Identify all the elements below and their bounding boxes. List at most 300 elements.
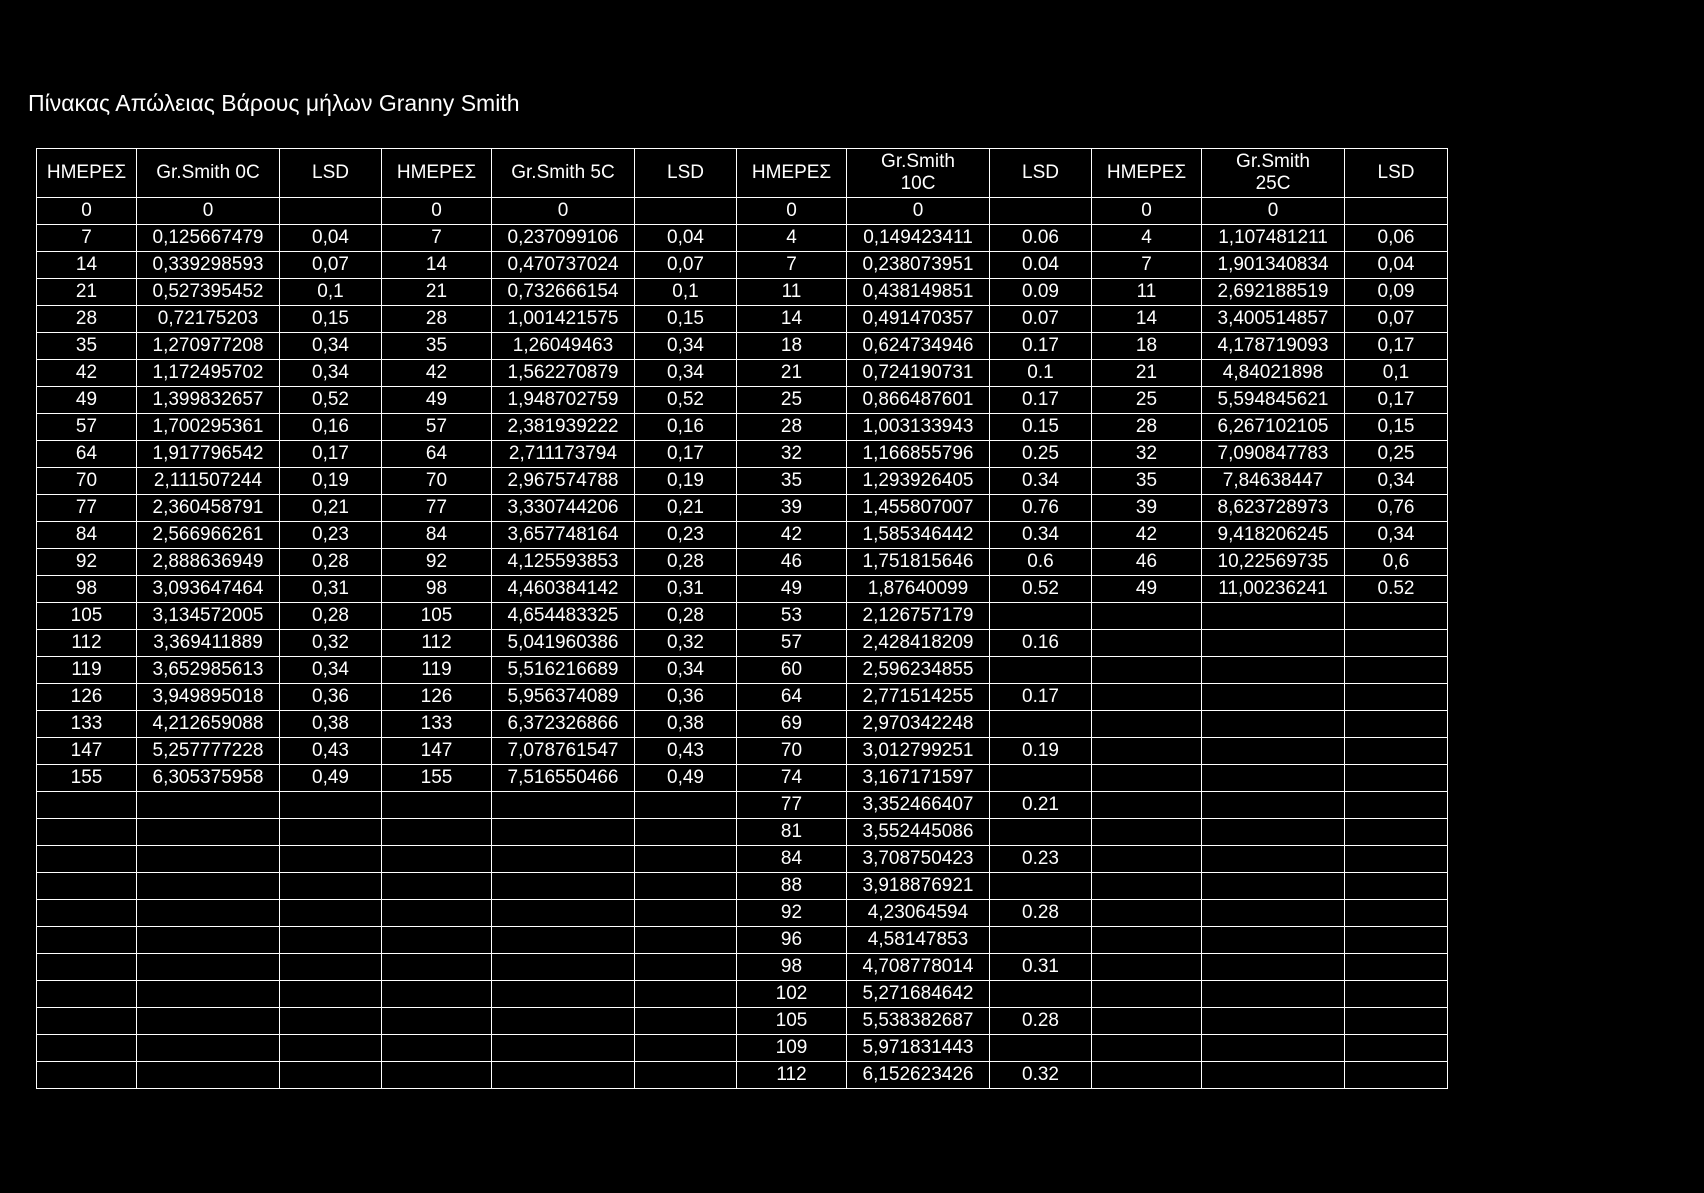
cell-days-5c: [382, 792, 492, 819]
cell-days-10c: 46: [737, 549, 847, 576]
table-row: [37, 1062, 1448, 1089]
cell-lsd-5c: 0,28: [635, 603, 737, 630]
cell-lsd-5c: 0,34: [635, 333, 737, 360]
cell-lsd-25c: [1345, 711, 1448, 738]
cell-lsd-10c: 0.21: [990, 792, 1092, 819]
table-row: [37, 603, 1448, 630]
cell-days-10c: 25: [737, 387, 847, 414]
cell-lsd-10c: 0.06: [990, 225, 1092, 252]
cell-days-25c: 18: [1092, 333, 1202, 360]
cell-days-5c: 112: [382, 630, 492, 657]
cell-lsd-25c: [1345, 927, 1448, 954]
cell-lsd-25c: 0,15: [1345, 414, 1448, 441]
cell-grsmith-0c: [137, 819, 280, 846]
cell-days-10c: 102: [737, 981, 847, 1008]
cell-days-5c: 92: [382, 549, 492, 576]
table-row: [37, 900, 1448, 927]
cell-days-5c: 7: [382, 225, 492, 252]
cell-grsmith-5c: [492, 927, 635, 954]
table-row: [37, 468, 1448, 495]
table-row: [37, 954, 1448, 981]
table-row: [37, 549, 1448, 576]
cell-grsmith-0c: 3,369411889: [137, 630, 280, 657]
cell-grsmith-25c: [1202, 1008, 1345, 1035]
cell-days-10c: 96: [737, 927, 847, 954]
header-label: Gr.Smith 10C: [881, 151, 955, 194]
cell-grsmith-5c: 5,956374089: [492, 684, 635, 711]
cell-days-0c: 42: [37, 360, 137, 387]
cell-days-5c: 105: [382, 603, 492, 630]
cell-grsmith-10c: 3,352466407: [847, 792, 990, 819]
cell-lsd-10c: [990, 603, 1092, 630]
header-lsd-5c: [635, 149, 737, 198]
header-grsmith-0c: [137, 149, 280, 198]
cell-days-25c: 28: [1092, 414, 1202, 441]
cell-lsd-10c: [990, 198, 1092, 225]
cell-days-0c: 105: [37, 603, 137, 630]
cell-lsd-5c: 0,36: [635, 684, 737, 711]
cell-days-5c: 35: [382, 333, 492, 360]
cell-grsmith-25c: [1202, 900, 1345, 927]
cell-lsd-10c: 0.17: [990, 684, 1092, 711]
cell-days-5c: 21: [382, 279, 492, 306]
cell-days-10c: 39: [737, 495, 847, 522]
cell-grsmith-10c: 1,003133943: [847, 414, 990, 441]
cell-lsd-10c: 0.6: [990, 549, 1092, 576]
cell-grsmith-10c: 1,293926405: [847, 468, 990, 495]
table-row: [37, 657, 1448, 684]
cell-days-5c: 119: [382, 657, 492, 684]
cell-days-0c: 77: [37, 495, 137, 522]
cell-grsmith-25c: 2,692188519: [1202, 279, 1345, 306]
cell-days-10c: 21: [737, 360, 847, 387]
cell-lsd-5c: [635, 954, 737, 981]
cell-lsd-0c: 0,23: [280, 522, 382, 549]
cell-grsmith-10c: 0: [847, 198, 990, 225]
cell-grsmith-25c: [1202, 603, 1345, 630]
cell-grsmith-25c: 1,901340834: [1202, 252, 1345, 279]
table-row: [37, 198, 1448, 225]
table-row: [37, 684, 1448, 711]
cell-days-0c: 21: [37, 279, 137, 306]
header-label: LSD: [667, 162, 704, 183]
cell-days-10c: 105: [737, 1008, 847, 1035]
cell-days-10c: 0: [737, 198, 847, 225]
header-days-5c: [382, 149, 492, 198]
table-row: [37, 819, 1448, 846]
cell-days-10c: 11: [737, 279, 847, 306]
cell-lsd-5c: [635, 1008, 737, 1035]
header-lsd-10c: [990, 149, 1092, 198]
cell-lsd-0c: [280, 873, 382, 900]
cell-lsd-25c: 0,09: [1345, 279, 1448, 306]
cell-days-10c: 112: [737, 1062, 847, 1089]
table-row: [37, 846, 1448, 873]
cell-days-25c: [1092, 738, 1202, 765]
header-label: ΗΜΕΡΕΣ: [751, 162, 832, 183]
cell-days-0c: [37, 846, 137, 873]
cell-days-5c: [382, 819, 492, 846]
cell-days-0c: 155: [37, 765, 137, 792]
cell-lsd-5c: [635, 198, 737, 225]
cell-grsmith-10c: 1,585346442: [847, 522, 990, 549]
cell-grsmith-0c: 4,212659088: [137, 711, 280, 738]
cell-lsd-25c: 0.52: [1345, 576, 1448, 603]
cell-days-10c: 64: [737, 684, 847, 711]
cell-lsd-5c: 0,52: [635, 387, 737, 414]
cell-days-5c: [382, 981, 492, 1008]
header-days-25c: [1092, 149, 1202, 198]
cell-days-25c: 49: [1092, 576, 1202, 603]
cell-days-10c: 14: [737, 306, 847, 333]
table-row: [37, 360, 1448, 387]
cell-lsd-0c: [280, 846, 382, 873]
cell-days-25c: [1092, 1062, 1202, 1089]
cell-days-5c: 57: [382, 414, 492, 441]
cell-grsmith-5c: 7,078761547: [492, 738, 635, 765]
cell-lsd-25c: [1345, 846, 1448, 873]
cell-days-0c: 98: [37, 576, 137, 603]
cell-lsd-25c: 0,06: [1345, 225, 1448, 252]
cell-days-10c: 4: [737, 225, 847, 252]
cell-days-0c: 7: [37, 225, 137, 252]
weight-loss-table: [36, 148, 1448, 1089]
cell-days-10c: 28: [737, 414, 847, 441]
cell-grsmith-5c: 0: [492, 198, 635, 225]
cell-lsd-5c: 0,21: [635, 495, 737, 522]
cell-grsmith-0c: 3,093647464: [137, 576, 280, 603]
cell-lsd-5c: [635, 927, 737, 954]
cell-grsmith-25c: [1202, 657, 1345, 684]
cell-lsd-25c: [1345, 792, 1448, 819]
cell-lsd-10c: 0.28: [990, 1008, 1092, 1035]
header-label: Gr.Smith 5C: [511, 162, 615, 183]
table-row: [37, 225, 1448, 252]
cell-days-25c: 4: [1092, 225, 1202, 252]
cell-lsd-5c: 0,15: [635, 306, 737, 333]
cell-days-5c: 28: [382, 306, 492, 333]
cell-grsmith-10c: 0,724190731: [847, 360, 990, 387]
cell-lsd-25c: [1345, 657, 1448, 684]
cell-grsmith-10c: 2,596234855: [847, 657, 990, 684]
cell-days-5c: 155: [382, 765, 492, 792]
cell-days-0c: 70: [37, 468, 137, 495]
cell-grsmith-0c: 2,566966261: [137, 522, 280, 549]
cell-grsmith-0c: 2,888636949: [137, 549, 280, 576]
cell-grsmith-25c: [1202, 765, 1345, 792]
cell-lsd-10c: [990, 981, 1092, 1008]
cell-lsd-10c: 0.31: [990, 954, 1092, 981]
cell-days-5c: [382, 846, 492, 873]
cell-days-0c: 35: [37, 333, 137, 360]
cell-grsmith-10c: 4,58147853: [847, 927, 990, 954]
cell-grsmith-0c: 0,339298593: [137, 252, 280, 279]
cell-grsmith-25c: [1202, 684, 1345, 711]
table-body: [37, 198, 1448, 1089]
cell-days-0c: [37, 1008, 137, 1035]
cell-grsmith-25c: [1202, 873, 1345, 900]
header-lsd-0c: [280, 149, 382, 198]
cell-days-5c: 77: [382, 495, 492, 522]
cell-grsmith-10c: 0,491470357: [847, 306, 990, 333]
cell-days-25c: 14: [1092, 306, 1202, 333]
cell-grsmith-25c: 10,22569735: [1202, 549, 1345, 576]
cell-lsd-5c: 0,49: [635, 765, 737, 792]
cell-lsd-25c: [1345, 198, 1448, 225]
header-row: [37, 149, 1448, 198]
cell-grsmith-10c: 5,971831443: [847, 1035, 990, 1062]
cell-days-0c: [37, 1035, 137, 1062]
cell-lsd-5c: 0,34: [635, 360, 737, 387]
cell-lsd-5c: 0,28: [635, 549, 737, 576]
cell-grsmith-5c: [492, 1062, 635, 1089]
cell-lsd-0c: [280, 981, 382, 1008]
cell-lsd-0c: 0,17: [280, 441, 382, 468]
cell-grsmith-25c: [1202, 711, 1345, 738]
cell-grsmith-10c: 0,866487601: [847, 387, 990, 414]
cell-days-0c: [37, 900, 137, 927]
cell-days-5c: [382, 900, 492, 927]
header-label: Gr.Smith 0C: [156, 162, 260, 183]
cell-days-10c: 7: [737, 252, 847, 279]
cell-lsd-10c: [990, 1035, 1092, 1062]
cell-lsd-0c: 0,04: [280, 225, 382, 252]
header-label: Gr.Smith 25C: [1236, 151, 1310, 194]
cell-grsmith-25c: [1202, 819, 1345, 846]
cell-lsd-10c: 0.76: [990, 495, 1092, 522]
cell-grsmith-10c: 0,238073951: [847, 252, 990, 279]
cell-days-5c: 126: [382, 684, 492, 711]
cell-days-0c: [37, 954, 137, 981]
cell-days-10c: 69: [737, 711, 847, 738]
cell-lsd-0c: 0,49: [280, 765, 382, 792]
page-title: Πίνακας Απώλειας Βάρους μήλων Granny Smith: [28, 90, 520, 116]
cell-grsmith-10c: 1,751815646: [847, 549, 990, 576]
cell-grsmith-5c: [492, 1035, 635, 1062]
cell-days-0c: 92: [37, 549, 137, 576]
cell-lsd-5c: 0,38: [635, 711, 737, 738]
cell-grsmith-25c: 7,090847783: [1202, 441, 1345, 468]
cell-grsmith-25c: [1202, 738, 1345, 765]
cell-grsmith-25c: 7,84638447: [1202, 468, 1345, 495]
cell-lsd-25c: [1345, 738, 1448, 765]
cell-days-10c: 57: [737, 630, 847, 657]
cell-lsd-0c: [280, 819, 382, 846]
cell-grsmith-5c: 2,381939222: [492, 414, 635, 441]
cell-grsmith-10c: 5,538382687: [847, 1008, 990, 1035]
cell-grsmith-5c: [492, 846, 635, 873]
cell-grsmith-25c: 5,594845621: [1202, 387, 1345, 414]
cell-lsd-0c: 0,34: [280, 333, 382, 360]
cell-lsd-10c: 0.04: [990, 252, 1092, 279]
cell-days-10c: 84: [737, 846, 847, 873]
cell-grsmith-5c: 0,470737024: [492, 252, 635, 279]
cell-days-10c: 109: [737, 1035, 847, 1062]
cell-days-5c: [382, 873, 492, 900]
cell-grsmith-0c: 1,270977208: [137, 333, 280, 360]
cell-days-5c: 84: [382, 522, 492, 549]
cell-days-10c: 74: [737, 765, 847, 792]
cell-lsd-10c: 0.1: [990, 360, 1092, 387]
cell-days-25c: [1092, 981, 1202, 1008]
cell-grsmith-10c: 3,552445086: [847, 819, 990, 846]
cell-grsmith-5c: [492, 954, 635, 981]
cell-lsd-5c: [635, 1035, 737, 1062]
cell-lsd-25c: 0,34: [1345, 468, 1448, 495]
cell-grsmith-0c: [137, 981, 280, 1008]
cell-lsd-5c: [635, 981, 737, 1008]
cell-lsd-0c: 0,16: [280, 414, 382, 441]
cell-days-0c: 112: [37, 630, 137, 657]
table-row: [37, 522, 1448, 549]
table-row: [37, 252, 1448, 279]
cell-lsd-0c: 0,15: [280, 306, 382, 333]
cell-grsmith-5c: 1,948702759: [492, 387, 635, 414]
cell-lsd-5c: 0,19: [635, 468, 737, 495]
cell-lsd-5c: 0,23: [635, 522, 737, 549]
table-row: [37, 981, 1448, 1008]
cell-days-10c: 60: [737, 657, 847, 684]
cell-lsd-5c: [635, 846, 737, 873]
cell-lsd-0c: [280, 1035, 382, 1062]
cell-lsd-10c: 0.15: [990, 414, 1092, 441]
cell-lsd-0c: 0,43: [280, 738, 382, 765]
cell-lsd-0c: [280, 954, 382, 981]
cell-grsmith-0c: 0,125667479: [137, 225, 280, 252]
cell-lsd-5c: 0,17: [635, 441, 737, 468]
cell-grsmith-5c: 3,657748164: [492, 522, 635, 549]
cell-days-0c: 14: [37, 252, 137, 279]
cell-grsmith-10c: 4,23064594: [847, 900, 990, 927]
cell-days-0c: 133: [37, 711, 137, 738]
cell-days-5c: 133: [382, 711, 492, 738]
cell-days-5c: 70: [382, 468, 492, 495]
cell-lsd-10c: 0.17: [990, 387, 1092, 414]
cell-days-5c: 42: [382, 360, 492, 387]
cell-days-25c: [1092, 1035, 1202, 1062]
cell-grsmith-0c: 1,399832657: [137, 387, 280, 414]
cell-lsd-10c: 0.32: [990, 1062, 1092, 1089]
cell-grsmith-0c: 3,949895018: [137, 684, 280, 711]
cell-days-0c: 57: [37, 414, 137, 441]
cell-grsmith-5c: [492, 1008, 635, 1035]
cell-grsmith-0c: 0,527395452: [137, 279, 280, 306]
cell-grsmith-5c: [492, 873, 635, 900]
cell-lsd-25c: [1345, 1035, 1448, 1062]
cell-lsd-0c: 0,36: [280, 684, 382, 711]
cell-grsmith-0c: [137, 954, 280, 981]
cell-days-25c: [1092, 819, 1202, 846]
cell-days-0c: [37, 981, 137, 1008]
cell-grsmith-0c: [137, 1008, 280, 1035]
cell-lsd-10c: [990, 765, 1092, 792]
cell-lsd-25c: [1345, 684, 1448, 711]
cell-grsmith-5c: 0,237099106: [492, 225, 635, 252]
table-row: [37, 765, 1448, 792]
cell-grsmith-5c: 0,732666154: [492, 279, 635, 306]
table-row: [37, 576, 1448, 603]
cell-days-25c: 21: [1092, 360, 1202, 387]
cell-lsd-25c: 0,76: [1345, 495, 1448, 522]
cell-grsmith-25c: [1202, 792, 1345, 819]
table-row: [37, 630, 1448, 657]
cell-lsd-10c: 0.34: [990, 522, 1092, 549]
cell-days-25c: [1092, 765, 1202, 792]
cell-lsd-10c: 0.52: [990, 576, 1092, 603]
cell-lsd-0c: 0,07: [280, 252, 382, 279]
cell-grsmith-0c: [137, 792, 280, 819]
cell-grsmith-5c: 4,460384142: [492, 576, 635, 603]
cell-grsmith-10c: 5,271684642: [847, 981, 990, 1008]
cell-lsd-5c: 0,31: [635, 576, 737, 603]
cell-lsd-0c: 0,19: [280, 468, 382, 495]
cell-grsmith-25c: [1202, 954, 1345, 981]
cell-days-10c: 42: [737, 522, 847, 549]
cell-days-0c: 126: [37, 684, 137, 711]
cell-days-10c: 81: [737, 819, 847, 846]
cell-days-5c: [382, 1062, 492, 1089]
cell-days-10c: 49: [737, 576, 847, 603]
cell-lsd-0c: 0,21: [280, 495, 382, 522]
cell-grsmith-25c: 6,267102105: [1202, 414, 1345, 441]
cell-grsmith-5c: 2,711173794: [492, 441, 635, 468]
cell-lsd-0c: [280, 1008, 382, 1035]
cell-lsd-25c: [1345, 603, 1448, 630]
cell-grsmith-0c: [137, 873, 280, 900]
cell-days-5c: 49: [382, 387, 492, 414]
cell-grsmith-10c: 1,455807007: [847, 495, 990, 522]
cell-grsmith-10c: 6,152623426: [847, 1062, 990, 1089]
cell-days-10c: 35: [737, 468, 847, 495]
cell-days-25c: 25: [1092, 387, 1202, 414]
table-row: [37, 792, 1448, 819]
cell-lsd-5c: 0,07: [635, 252, 737, 279]
cell-grsmith-0c: 6,305375958: [137, 765, 280, 792]
cell-days-10c: 98: [737, 954, 847, 981]
table-row: [37, 414, 1448, 441]
header-grsmith-25c: [1202, 149, 1345, 198]
header-label: LSD: [312, 162, 349, 183]
cell-grsmith-5c: 1,26049463: [492, 333, 635, 360]
table-row: [37, 387, 1448, 414]
cell-grsmith-0c: 3,652985613: [137, 657, 280, 684]
cell-days-25c: [1092, 900, 1202, 927]
cell-lsd-25c: 0,6: [1345, 549, 1448, 576]
header-label: LSD: [1377, 162, 1415, 183]
cell-days-0c: [37, 873, 137, 900]
cell-days-25c: [1092, 684, 1202, 711]
cell-days-25c: 42: [1092, 522, 1202, 549]
cell-lsd-10c: [990, 873, 1092, 900]
cell-grsmith-0c: [137, 900, 280, 927]
cell-lsd-0c: 0,52: [280, 387, 382, 414]
cell-grsmith-25c: 0: [1202, 198, 1345, 225]
cell-lsd-25c: [1345, 954, 1448, 981]
cell-days-25c: [1092, 873, 1202, 900]
cell-lsd-0c: [280, 900, 382, 927]
cell-grsmith-5c: 4,125593853: [492, 549, 635, 576]
cell-lsd-25c: 0,1: [1345, 360, 1448, 387]
cell-days-5c: [382, 1008, 492, 1035]
cell-lsd-5c: 0,1: [635, 279, 737, 306]
header-days-0c: [37, 149, 137, 198]
cell-grsmith-10c: 3,918876921: [847, 873, 990, 900]
table-header: [37, 149, 1448, 198]
cell-grsmith-25c: 8,623728973: [1202, 495, 1345, 522]
cell-days-25c: [1092, 927, 1202, 954]
cell-grsmith-5c: [492, 792, 635, 819]
cell-lsd-25c: 0,25: [1345, 441, 1448, 468]
